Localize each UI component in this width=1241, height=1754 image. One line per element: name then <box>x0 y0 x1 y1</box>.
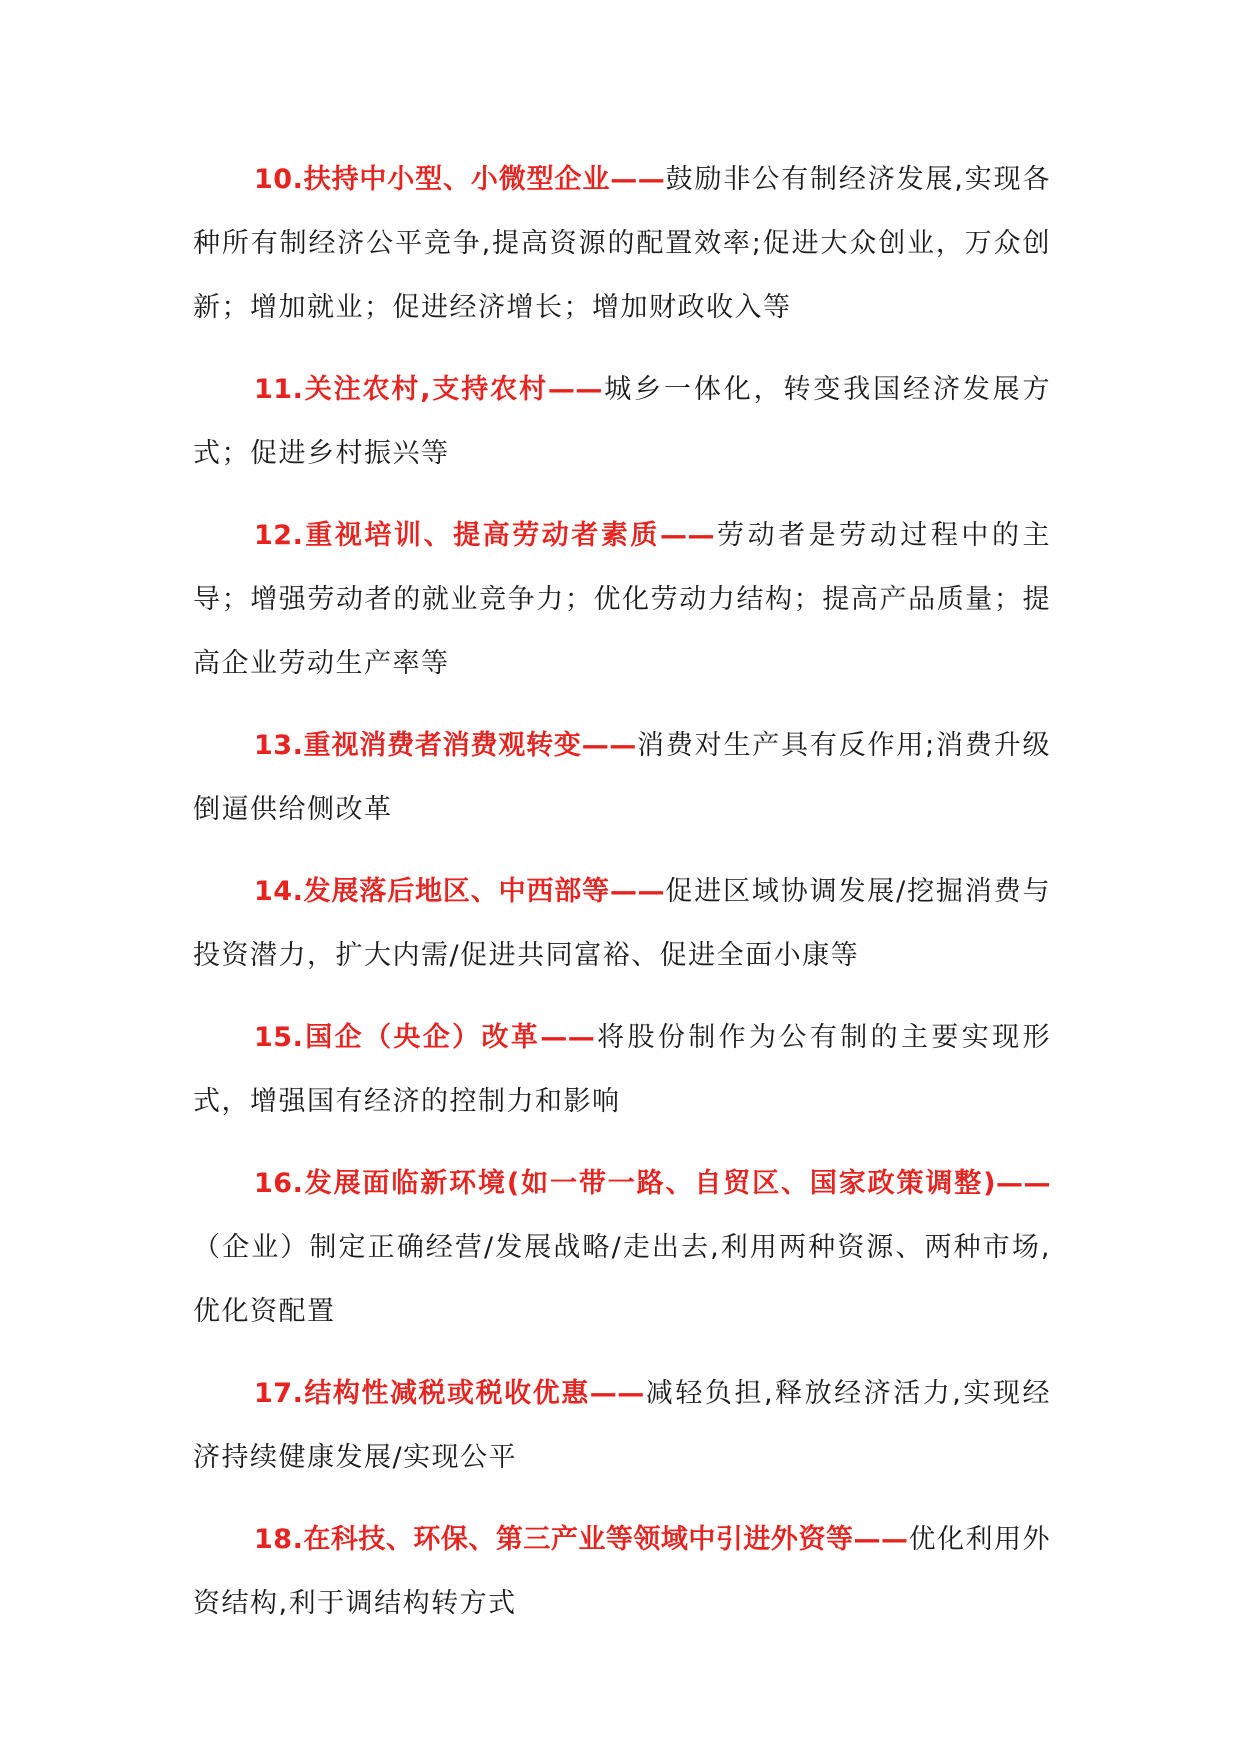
item-body: （企业）制定正确经营/发展战略/走出去,利用两种资源、两种市场,优化资配置 <box>193 1232 1051 1327</box>
document-content <box>193 148 1051 1654</box>
list-item-16 <box>193 1152 1051 1344</box>
item-body: 消费对生产具有反作用;消费升级倒逼供给侧改革 <box>193 730 1051 825</box>
list-item-12 <box>193 504 1051 696</box>
list-item-13 <box>193 714 1051 842</box>
item-body: 将股份制作为公有制的主要实现形式，增强国有经济的控制力和影响 <box>193 1022 1051 1117</box>
list-item-14 <box>193 860 1051 988</box>
item-heading: 14.发展落后地区、中西部等—— <box>254 876 666 907</box>
item-heading: 11.关注农村,支持农村—— <box>254 374 603 405</box>
item-heading: 15.国企（央企）改革—— <box>254 1022 596 1053</box>
list-item-17 <box>193 1362 1051 1490</box>
item-body: 城乡一体化，转变我国经济发展方式；促进乡村振兴等 <box>193 374 1052 469</box>
item-heading: 17.结构性减税或税收优惠—— <box>254 1378 645 1409</box>
item-body: 劳动者是劳动过程中的主导；增强劳动者的就业竞争力；优化劳动力结构；提高产品质量；提高企业劳动生产率等 <box>193 520 1051 679</box>
item-heading: 18.在科技、环保、第三产业等领域中引进外资等—— <box>254 1524 909 1555</box>
item-body: 优化利用外资结构,利于调结构转方式 <box>193 1524 1051 1619</box>
list-item-18 <box>193 1508 1051 1636</box>
item-heading: 16.发展面临新环境(如一带一路、自贸区、国家政策调整)—— <box>254 1168 1051 1199</box>
item-heading: 10.扶持中小型、小微型企业—— <box>254 164 666 195</box>
item-heading: 12.重视培训、提高劳动者素质—— <box>254 520 715 551</box>
item-body: 减轻负担,释放经济活力,实现经济持续健康发展/实现公平 <box>193 1378 1051 1473</box>
item-body: 鼓励非公有制经济发展,实现各种所有制经济公平竞争,提高资源的配置效率;促进大众创业，万众创新；增加就业；促进经济增长；增加财政收入等 <box>193 164 1051 323</box>
list-item-10 <box>193 148 1051 340</box>
item-heading: 13.重视消费者消费观转变—— <box>254 730 637 761</box>
list-item-15 <box>193 1006 1051 1134</box>
list-item-11 <box>193 358 1051 486</box>
item-body: 促进区域协调发展/挖掘消费与投资潜力，扩大内需/促进共同富裕、促进全面小康等 <box>193 876 1051 971</box>
